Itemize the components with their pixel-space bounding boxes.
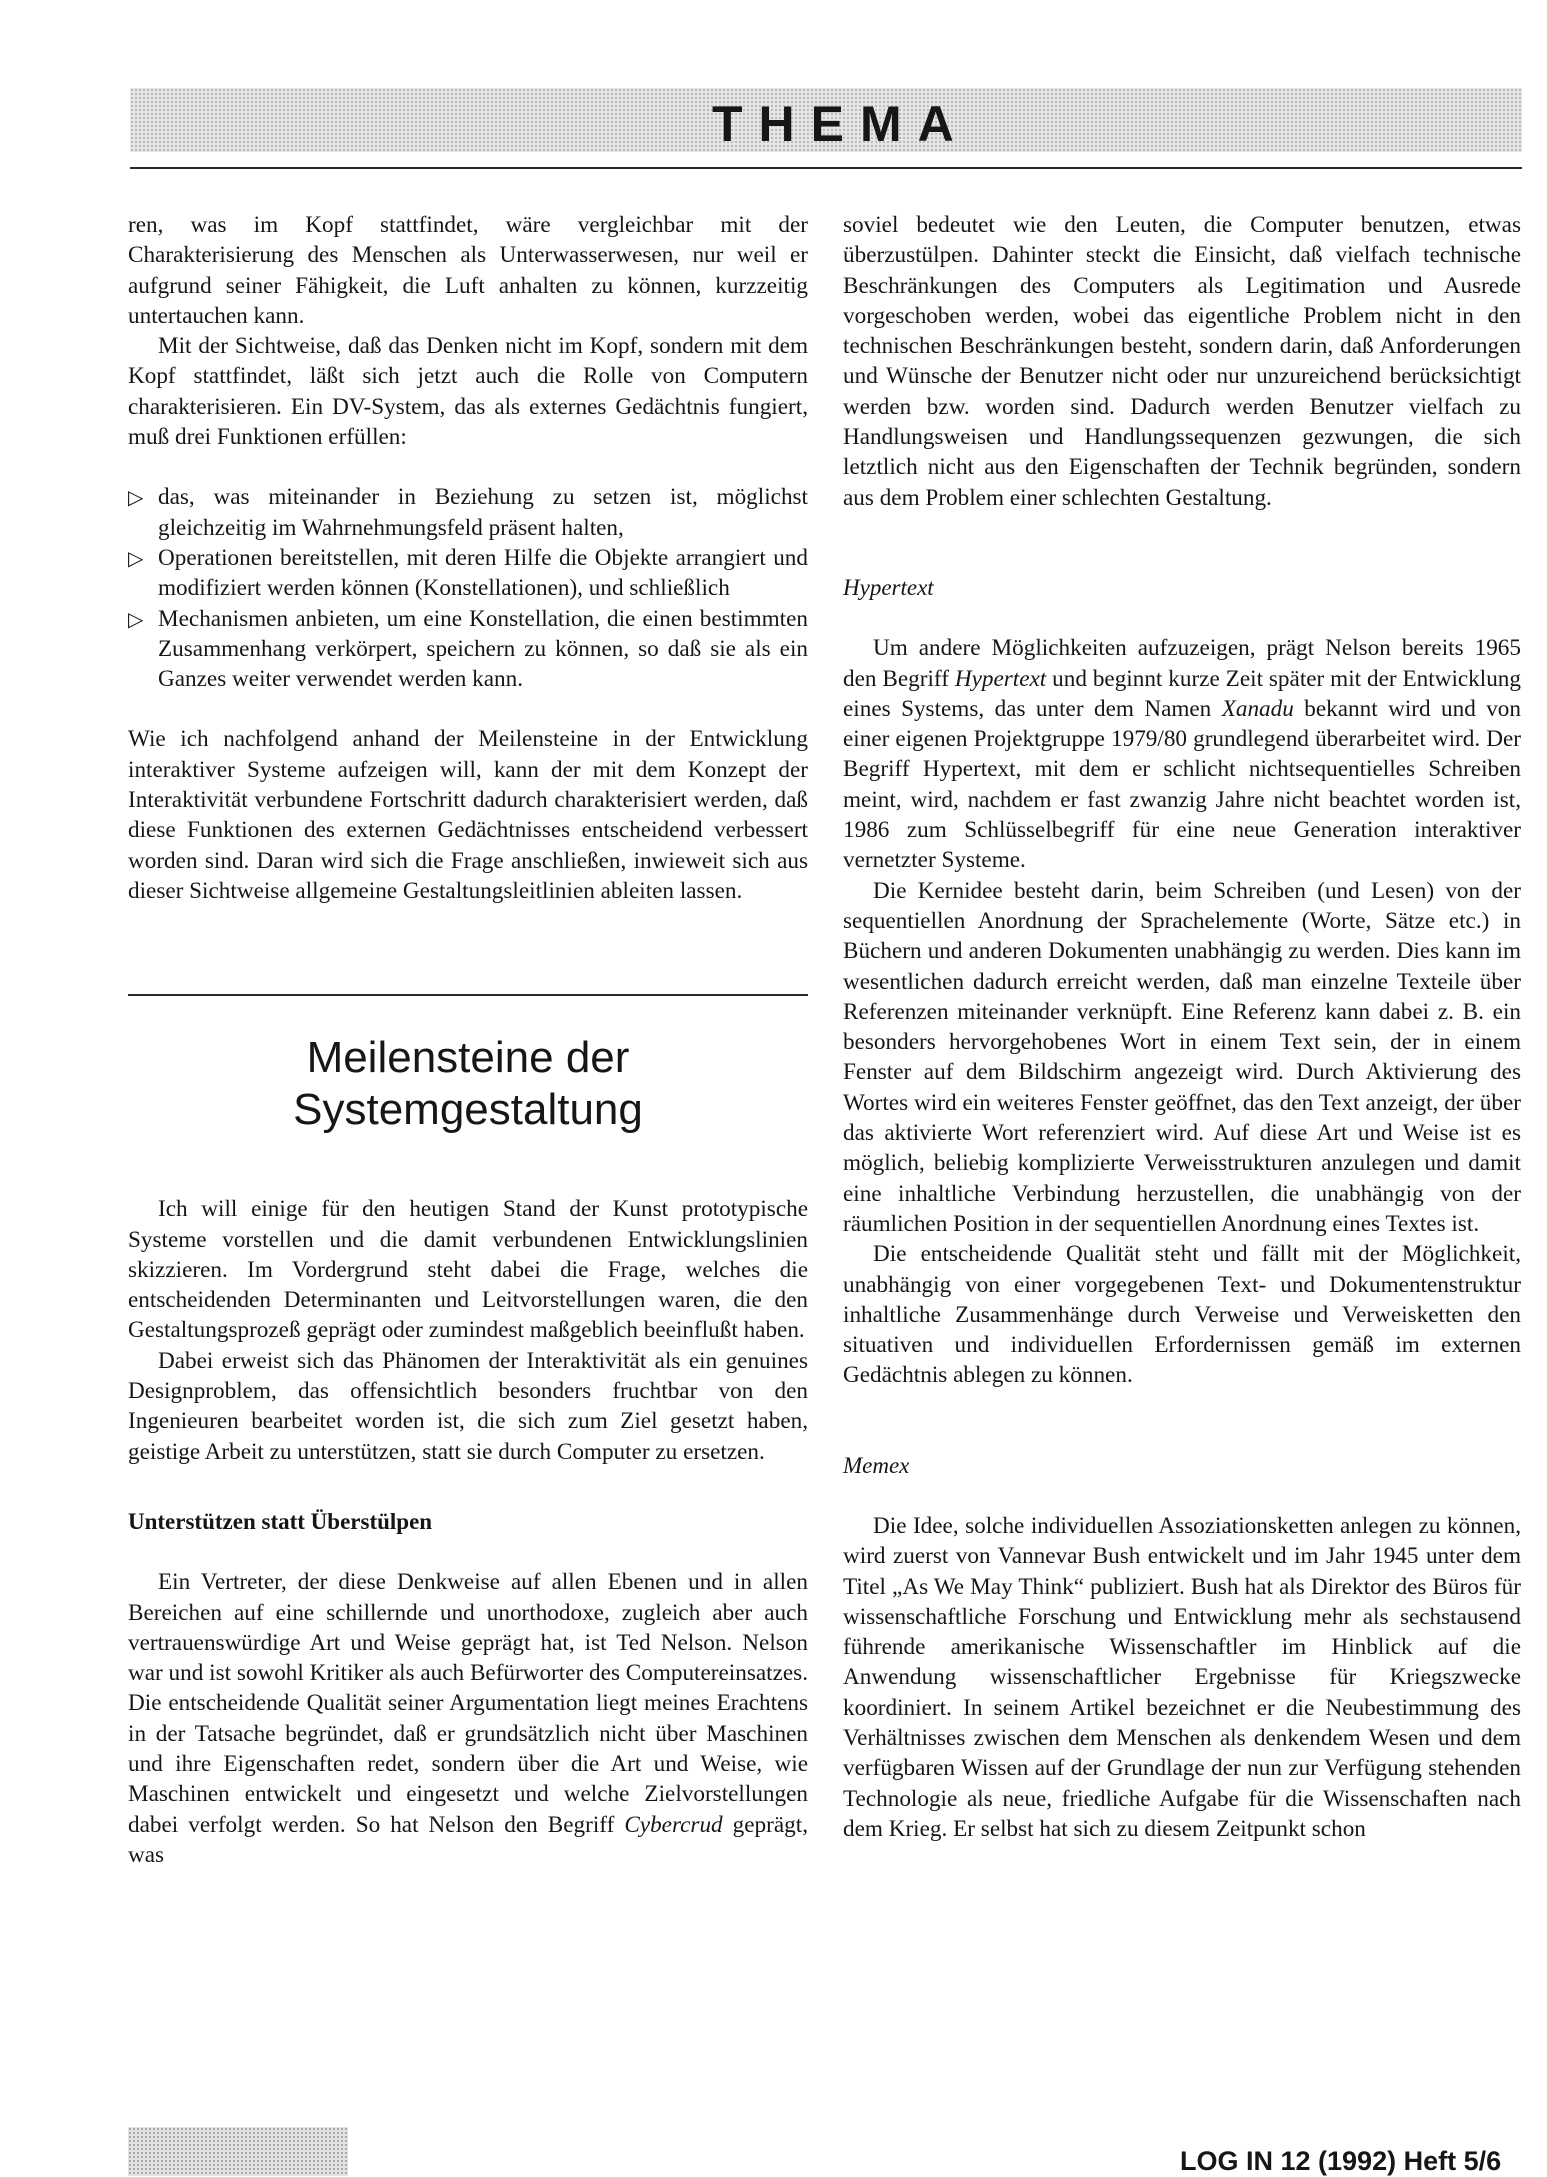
list-item: ▷ das, was miteinander in Beziehung zu setzen ist, möglichst gleichzeitig im Wahrnehmungsfeld präsent halten, — [128, 484, 808, 541]
list-item: ▷ Operationen bereitstellen, mit deren Hilfe die Objekte arrangiert und modifiziert werden können (Konstellationen), und schließlich — [128, 544, 808, 602]
triangle-right-icon: ▷ — [128, 606, 144, 631]
section-heading: Meilensteine der Systemgestaltung — [293, 1033, 643, 1135]
subheading-hypertext: Hypertext — [843, 574, 934, 600]
paragraph: Mit der Sichtweise, daß das Denken nicht im Kopf, sondern mit dem Kopf stattfindet, läßt sich jetzt auch die Rolle von Computern charakterisieren. Ein DV-System, das als externes Gedächtnis fungiert, muß drei Funktionen erfüllen: — [128, 333, 808, 451]
subheading-memex: Memex — [843, 1452, 910, 1478]
footer-citation: LOG IN 12 (1992) Heft 5/6 — [1180, 2146, 1502, 2176]
footer-band — [128, 2127, 348, 2176]
triangle-right-icon: ▷ — [128, 485, 144, 510]
paragraph: Um andere Möglichkeiten aufzuzeigen, prägt Nelson bereits 1965 den Begriff Hypertext und beginnt kurze Zeit später mit der Entwicklung eines Systems, das unter dem Namen Xanadu bekannt wird und von einer eigenen Projektgruppe 1979/80 grundlegend überarbeitet wird. Der Begriff Hypertext, mit dem er schlicht nichtsequentielles Schreiben meint, wird, nachdem er fast zwanzig Jahre nicht beachtet worden ist, 1986 zum Schlüsselbegriff für eine neue Generation interaktiver vernetzter Systeme. — [843, 635, 1521, 874]
paragraph: ren, was im Kopf stattfindet, wäre vergleichbar mit der Charakterisierung des Menschen als Unterwasserwesen, nur weil er aufgrund seiner Fähigkeit, die Luft anhalten zu können, kurzzeitig untertauchen kann. — [128, 212, 808, 329]
paragraph: Die Kernidee besteht darin, beim Schreiben (und Lesen) von der sequentiellen Anordnung der Sprachelemente (Worte, Sätze etc.) in Büchern und anderen Dokumenten unabhängig zu werden. Dies kann im wesentlichen dadurch erreicht werden, daß man einzelne Texteile über Referenzen miteinander verknüpft. Eine Referenz kann dabei z. B. ein besonders hervorgehobenes Wort in einem Text sein, der in einem Fenster auf dem Bildschirm angezeigt wird. Durch Aktivierung des Wortes wird ein weiteres Fenster geöffnet, das den Text anzeigt, der über das aktivierte Wort referenziert wird. Auf diese Art und Weise ist es möglich, beliebig komplizierte Verweisstrukturen anzulegen und damit eine inhaltliche Verbindung herzustellen, die unabhängig von der räumlichen Position in der sequentiellen Anordnung eines Textes ist. — [843, 877, 1521, 1237]
paragraph: Die Idee, solche individuellen Assoziationsketten anlegen zu können, wird zuerst von Vannevar Bush entwickelt und im Jahr 1945 unter dem Titel „As We May Think“ publiziert. Bush hat als Direktor des Büros für wissenschaftliche Forschung und Entwicklung mehr als sechstausend führende amerikanische Wissenschaftler im Hinblick auf die Anwendung wissenschaftlicher Ergebnisse für Kriegszwecke koordiniert. In seinem Artikel bezeichnet er die Neubestimmung des Verhältnisses zwischen dem Menschen als denkendem Wesen und dem verfügbaren Wissen auf der Grundlage der nun zur Verfügung stehenden Technologie als neue, friedliche Aufgabe für die Wissenschaften nach dem Krieg. Er selbst hat sich zu diesem Zeitpunkt schon — [843, 1512, 1521, 1842]
paragraph: Ich will einige für den heutigen Stand der Kunst prototypische Systeme vorstellen und die damit verbundenen Entwicklungslinien skizzieren. Im Vordergrund steht dabei die Frage, welches die entscheidenden Determinanten und Leitvorstellungen waren, die den Gestaltungsprozeß geprägt oder zumindest maßgeblich beeinflußt haben. — [128, 1196, 808, 1344]
triangle-right-icon: ▷ — [128, 545, 144, 570]
paragraph: Die entscheidende Qualität steht und fällt mit der Möglichkeit, unabhängig von einer vorgegebenen Text- und Dokumentenstruktur inhaltliche Zusammenhänge durch Verweise und Verweisketten den situativen und individuellen Erfordernissen gemäß im externen Gedächtnis ablegen zu können. — [843, 1241, 1521, 1389]
list-item: ▷ Mechanismen anbieten, um eine Konstellation, die einen bestimmten Zusammenhang verkörpert, speichern zu können, so daß sie als ein Ganzes weiter verwendet werden kann. — [128, 605, 808, 693]
bullet-list — [128, 482, 808, 694]
left-column — [128, 210, 808, 1870]
right-column — [843, 210, 1521, 1844]
paragraph: Dabei erweist sich das Phänomen der Interaktivität als ein genuines Designproblem, das offensichtlich besonders fruchtbar von den Ingenieuren bearbeitet worden ist, die sich zum Ziel gesetzt haben, geistige Arbeit zu unterstützen, statt sie durch Computer zu ersetzen. — [128, 1347, 808, 1465]
subheading: Unterstützen statt Überstülpen — [128, 1508, 433, 1534]
section-title: THEMA — [712, 96, 970, 152]
section-divider — [128, 994, 808, 996]
header-rule — [130, 167, 1522, 169]
paragraph: Wie ich nachfolgend anhand der Meilensteine in der Entwicklung interaktiver Systeme aufzeigen will, kann der mit dem Konzept der Interaktivität verbundene Fortschritt dadurch charakterisiert werden, daß diese Funktionen des externen Gedächtnisses entscheidend verbessert worden sind. Daran wird sich die Frage anschließen, inwieweit sich aus dieser Sichtweise allgemeine Gestaltungsleitlinien ableiten lassen. — [128, 726, 808, 904]
paragraph: soviel bedeutet wie den Leuten, die Computer benutzen, etwas überzustülpen. Dahinter steckt die Einsicht, daß vielfach technische Beschränkungen des Computers als Legitimation und Ausrede vorgeschoben werden, wobei das eigentliche Problem nicht in den technischen Beschränkungen besteht, sondern darin, daß Anforderungen und Wünsche der Benutzer nicht oder nur unzureichend berücksichtigt werden bzw. worden sind. Dadurch werden Benutzer vielfach zu Handlungsweisen und Handlungssequenzen gezwungen, die sich letztlich nicht aus den Eigenschaften der Technik begründen, sondern aus dem Problem einer schlechten Gestaltung. — [843, 212, 1521, 511]
paragraph: Ein Vertreter, der diese Denkweise auf allen Ebenen und in allen Bereichen auf eine schillernde und unorthodoxe, zugleich aber auch vertrauenswürdige Art und Weise geprägt hat, ist Ted Nelson. Nelson war und ist sowohl Kritiker als auch Befürworter des Computereinsatzes. Die entscheidende Qualität seiner Argumentation liegt meines Erachtens in der Tatsache begründet, daß er grundsätzlich nicht über Maschinen und ihre Eigenschaften redet, sondern über die Art und Weise, wie Maschinen entwickelt und eingesetzt und welche Zielvorstellungen dabei verfolgt werden. So hat Nelson den Begriff Cybercrud geprägt, was — [128, 1569, 808, 1868]
